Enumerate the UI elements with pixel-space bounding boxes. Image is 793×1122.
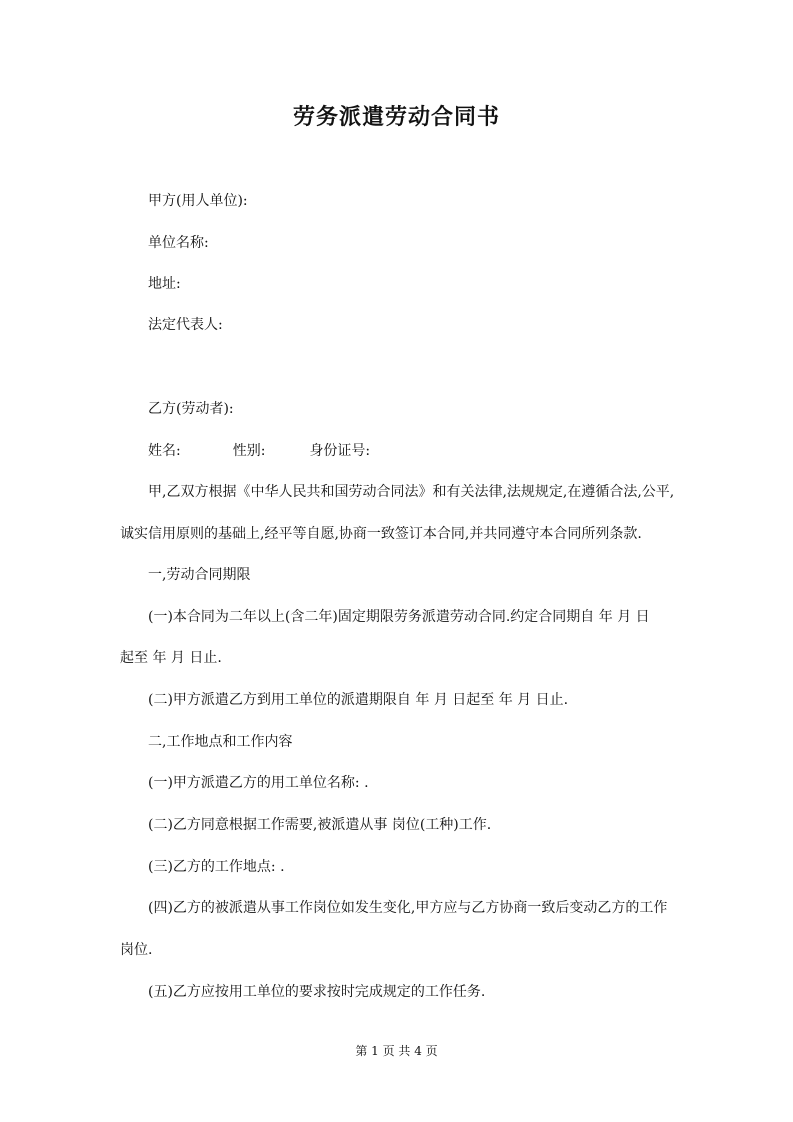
section-2-item-5: (五)乙方应按用工单位的要求按时完成规定的工作任务. bbox=[148, 984, 486, 1000]
section-1-item-1-line-2: 起至 年 月 日止. bbox=[120, 650, 222, 666]
section-2-item-4-line-2: 岗位. bbox=[120, 942, 153, 958]
section-2-item-3: (三)乙方的工作地点: . bbox=[148, 859, 285, 875]
party-a-heading: 甲方(用人单位): bbox=[148, 193, 248, 209]
party-a-unit-name: 单位名称: bbox=[148, 235, 209, 251]
section-2-item-2: (二)乙方同意根据工作需要,被派遣从事 岗位(工种)工作. bbox=[148, 817, 492, 833]
page-number: 第 1 页 共 4 页 bbox=[355, 1044, 438, 1058]
party-b-heading: 乙方(劳动者): bbox=[148, 401, 234, 417]
party-b-gender-label: 性别: bbox=[232, 443, 266, 459]
section-1-item-1-line-1: (一)本合同为二年以上(含二年)固定期限劳务派遣劳动合同.约定合同期自 年 月 日 bbox=[148, 609, 650, 625]
section-1-heading: 一,劳动合同期限 bbox=[148, 567, 251, 583]
section-2-heading: 二,工作地点和工作内容 bbox=[148, 734, 293, 750]
party-a-address: 地址: bbox=[148, 276, 181, 292]
section-1-item-2: (二)甲方派遣乙方到用工单位的派遣期限自 年 月 日起至 年 月 日止. bbox=[148, 692, 569, 708]
document-title: 劳务派遣劳动合同书 bbox=[292, 104, 500, 130]
party-a-legal-rep: 法定代表人: bbox=[148, 317, 223, 333]
party-b-name-label: 姓名: bbox=[148, 443, 181, 459]
party-b-fields bbox=[148, 441, 370, 461]
section-2-item-1: (一)甲方派遣乙方的用工单位名称: . bbox=[148, 775, 369, 791]
intro-line-2: 诚实信用原则的基础上,经平等自愿,协商一致签订本合同,并共同遵守本合同所列条款. bbox=[120, 526, 642, 542]
party-b-id-label: 身份证号: bbox=[309, 443, 371, 459]
section-2-item-4-line-1: (四)乙方的被派遣从事工作岗位如发生变化,甲方应与乙方协商一致后变动乙方的工作 bbox=[148, 900, 668, 916]
intro-line-1: 甲,乙双方根据《中华人民共和国劳动合同法》和有关法律,法规规定,在遵循合法,公平, bbox=[148, 484, 675, 500]
